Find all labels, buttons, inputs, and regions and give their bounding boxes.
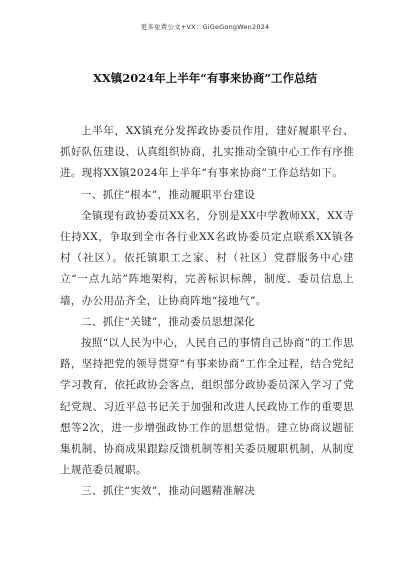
- header-note: 更多免费公文+VX：GiGeGongWen2024: [140, 23, 270, 31]
- section-1-paragraph: 全镇现有政协委员XX名，分别是XX中学教师XX，XX寺住持XX，争取到全市各行业XX名政协委员定点联系XX镇各村（社区）。依托镇职工之家、村（社区）党群服务中心建立“一点九站”阵地架构，完善标识标牌，制度、委员信息上墙，办公用品齐全，让协商阵地“接地气”。: [60, 209, 354, 307]
- document-title: XX镇2024年上半年“有事来协商”工作总结: [92, 71, 318, 85]
- section-2-heading: 二、抓住“关键”，推动委员思想深化: [81, 315, 256, 328]
- section-1-heading: 一、抓住“根本”，推动履职平台建设: [81, 188, 256, 201]
- document-body: [60, 121, 354, 503]
- intro-paragraph: 上半年，XX镇充分发挥政协委员作用，建好履职平台、抓好队伍建设、认真组织协商，扎实推动全镇中心工作有序推进。现将XX镇2024年上半年“有事来协商”工作总结如下。: [60, 125, 354, 180]
- section-3-heading: 三、抓住“实效”，推动问题精准解决: [81, 485, 256, 498]
- section-2-paragraph: 按照“以人民为中心，人民自己的事情自己协商”的工作思路，坚持把党的领导贯穿“有事来协商”工作全过程，结合党纪学习教育，依托政协会客点，组织部分政协委员深入学习了党纪党规、习近平总书记关于加强和改进人民政协工作的重要思想等2次，进一步增强政协工作的思想觉悟。建立协商议题征集机制、协商成果跟踪反馈机制等相关委员履职机制，从制度上规范委员履职。: [60, 337, 354, 477]
